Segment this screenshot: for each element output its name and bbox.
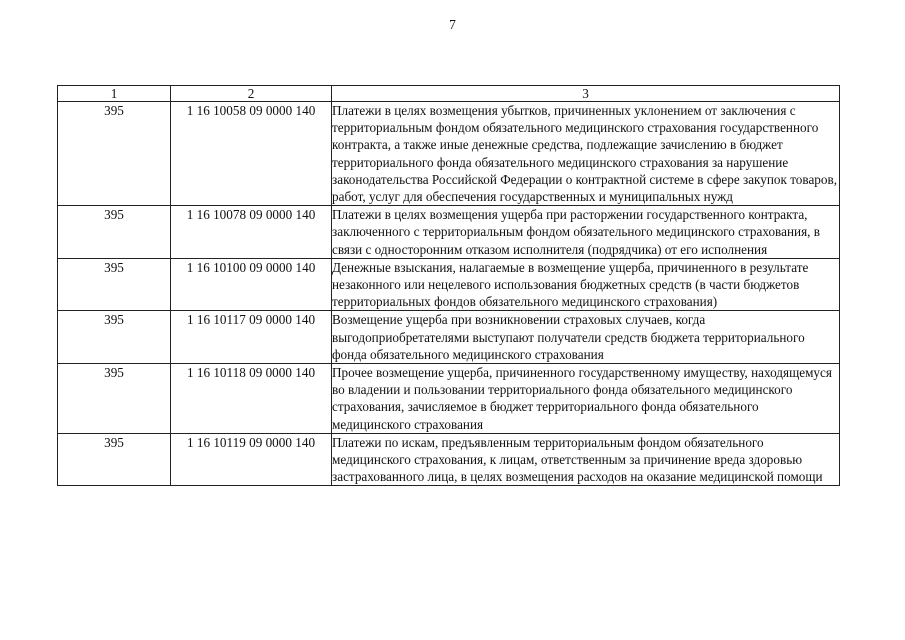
page-number: 7	[449, 17, 456, 32]
description-cell: Денежные взыскания, налагаемые в возмещение ущерба, причиненного в результате незаконного или нецелевого использования бюджетных средств (в части бюджетов территориальных фондов обязательного медицинского страхования)	[332, 258, 840, 311]
description-cell: Платежи по искам, предъявленным территориальным фондом обязательного медицинского страхования, к лицам, ответственным за причинение вреда здоровью застрахованного лица, в целях возмещения расходов на оказание медицинской помощи	[332, 433, 840, 486]
table-row	[58, 102, 840, 206]
description-cell: Прочее возмещение ущерба, причиненного государственному имуществу, находящемуся во владении и пользовании территориального фонда обязательного медицинского страхования, зачисляемое в бюджет территориального фонда обязательного медицинского страхования	[332, 364, 840, 434]
income-code-cell: 1 16 10078 09 0000 140	[171, 206, 332, 259]
budget-codes-table	[57, 85, 840, 486]
column-header-2: 2	[171, 86, 332, 102]
table-row	[58, 311, 840, 364]
table-row	[58, 364, 840, 434]
table-row	[58, 433, 840, 486]
income-code-cell: 1 16 10058 09 0000 140	[171, 102, 332, 206]
table-header-row	[58, 86, 840, 102]
admin-code-cell: 395	[58, 206, 171, 259]
table-row	[58, 258, 840, 311]
admin-code-cell: 395	[58, 433, 171, 486]
income-code-cell: 1 16 10117 09 0000 140	[171, 311, 332, 364]
income-code-cell: 1 16 10119 09 0000 140	[171, 433, 332, 486]
admin-code-cell: 395	[58, 364, 171, 434]
description-cell: Платежи в целях возмещения ущерба при расторжении государственного контракта, заключенного с территориальным фондом обязательного медицинского страхования, в связи с односторонним отказом исполнителя (подрядчика) от его исполнения	[332, 206, 840, 259]
column-header-1: 1	[58, 86, 171, 102]
description-cell: Возмещение ущерба при возникновении страховых случаев, когда выгодоприобретателями выступают получатели средств бюджета территориального фонда обязательного медицинского страхования	[332, 311, 840, 364]
description-cell: Платежи в целях возмещения убытков, причиненных уклонением от заключения с территориальным фондом обязательного медицинского страхования государственного контракта, а также иные денежные средства, подлежащие зачислению в бюджет территориального фонда обязательного медицинского страхования за нарушение законодательства Российской Федерации о контрактной системе в сфере закупок товаров, работ, услуг для обеспечения государственных и муниципальных нужд	[332, 102, 840, 206]
admin-code-cell: 395	[58, 311, 171, 364]
column-header-3: 3	[332, 86, 840, 102]
income-code-cell: 1 16 10118 09 0000 140	[171, 364, 332, 434]
admin-code-cell: 395	[58, 258, 171, 311]
admin-code-cell: 395	[58, 102, 171, 206]
income-code-cell: 1 16 10100 09 0000 140	[171, 258, 332, 311]
table-row	[58, 206, 840, 259]
